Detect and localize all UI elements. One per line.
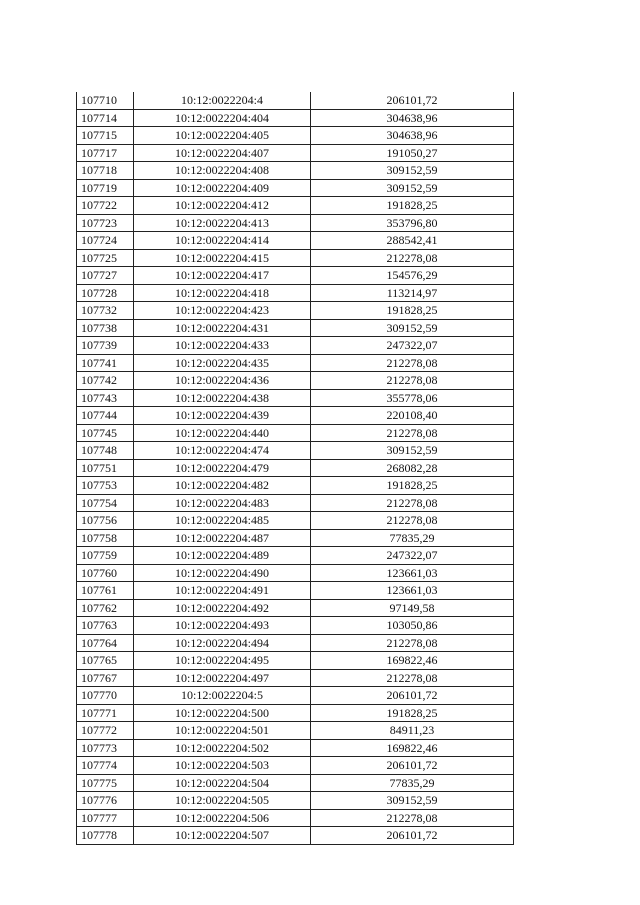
table-row [77,827,514,845]
table-row [77,179,514,197]
cadastral-code-cell: 10:12:0022204:5 [134,687,311,705]
amount-cell: 113214,97 [311,284,514,302]
table-row [77,197,514,215]
table-row [77,529,514,547]
amount-cell: 77835,29 [311,529,514,547]
amount-cell: 212278,08 [311,494,514,512]
row-id-cell: 107723 [77,214,134,232]
cadastral-code-cell: 10:12:0022204:407 [134,144,311,162]
table-row [77,687,514,705]
cadastral-code-cell: 10:12:0022204:431 [134,319,311,337]
row-id-cell: 107722 [77,197,134,215]
cadastral-code-cell: 10:12:0022204:493 [134,617,311,635]
amount-cell: 97149,58 [311,599,514,617]
row-id-cell: 107719 [77,179,134,197]
table-row [77,704,514,722]
row-id-cell: 107767 [77,669,134,687]
row-id-cell: 107765 [77,652,134,670]
cadastral-code-cell: 10:12:0022204:487 [134,529,311,547]
cadastral-code-cell: 10:12:0022204:497 [134,669,311,687]
amount-cell: 212278,08 [311,249,514,267]
row-id-cell: 107764 [77,634,134,652]
amount-cell: 353796,80 [311,214,514,232]
cadastral-code-cell: 10:12:0022204:408 [134,162,311,180]
row-id-cell: 107774 [77,757,134,775]
table-row [77,232,514,250]
table-row [77,634,514,652]
row-id-cell: 107770 [77,687,134,705]
row-id-cell: 107732 [77,302,134,320]
amount-cell: 206101,72 [311,92,514,109]
table-row [77,92,514,109]
amount-cell: 169822,46 [311,739,514,757]
table-row [77,354,514,372]
row-id-cell: 107741 [77,354,134,372]
cadastral-code-cell: 10:12:0022204:492 [134,599,311,617]
amount-cell: 77835,29 [311,774,514,792]
amount-cell: 268082,28 [311,459,514,477]
amount-cell: 154576,29 [311,267,514,285]
table-row [77,302,514,320]
row-id-cell: 107762 [77,599,134,617]
amount-cell: 123661,03 [311,582,514,600]
table-row [77,547,514,565]
row-id-cell: 107725 [77,249,134,267]
table-row [77,407,514,425]
amount-cell: 212278,08 [311,634,514,652]
amount-cell: 206101,72 [311,827,514,845]
amount-cell: 247322,07 [311,337,514,355]
cadastral-code-cell: 10:12:0022204:507 [134,827,311,845]
row-id-cell: 107776 [77,792,134,810]
cadastral-code-cell: 10:12:0022204:423 [134,302,311,320]
table-row [77,652,514,670]
table-row [77,214,514,232]
cadastral-code-cell: 10:12:0022204:479 [134,459,311,477]
cadastral-code-cell: 10:12:0022204:412 [134,197,311,215]
amount-cell: 191828,25 [311,704,514,722]
amount-cell: 191828,25 [311,197,514,215]
row-id-cell: 107775 [77,774,134,792]
cadastral-code-cell: 10:12:0022204:489 [134,547,311,565]
cadastral-code-cell: 10:12:0022204:409 [134,179,311,197]
row-id-cell: 107773 [77,739,134,757]
cadastral-code-cell: 10:12:0022204:414 [134,232,311,250]
cadastral-code-cell: 10:12:0022204:503 [134,757,311,775]
row-id-cell: 107758 [77,529,134,547]
row-id-cell: 107728 [77,284,134,302]
row-id-cell: 107742 [77,372,134,390]
table-row [77,162,514,180]
cadastral-code-cell: 10:12:0022204:4 [134,92,311,109]
row-id-cell: 107777 [77,809,134,827]
cadastral-code-cell: 10:12:0022204:490 [134,564,311,582]
cadastral-code-cell: 10:12:0022204:418 [134,284,311,302]
row-id-cell: 107763 [77,617,134,635]
cadastral-code-cell: 10:12:0022204:417 [134,267,311,285]
amount-cell: 212278,08 [311,354,514,372]
table-row [77,617,514,635]
cadastral-code-cell: 10:12:0022204:483 [134,494,311,512]
cadastral-code-cell: 10:12:0022204:505 [134,792,311,810]
table-row [77,459,514,477]
amount-cell: 103050,86 [311,617,514,635]
row-id-cell: 107717 [77,144,134,162]
table-row [77,774,514,792]
table-row [77,739,514,757]
row-id-cell: 107715 [77,127,134,145]
amount-cell: 212278,08 [311,669,514,687]
amount-cell: 309152,59 [311,179,514,197]
table-row [77,144,514,162]
table-row [77,512,514,530]
cadastral-code-cell: 10:12:0022204:413 [134,214,311,232]
amount-cell: 309152,59 [311,319,514,337]
amount-cell: 309152,59 [311,792,514,810]
amount-cell: 288542,41 [311,232,514,250]
row-id-cell: 107714 [77,109,134,127]
data-table [76,92,514,845]
row-id-cell: 107739 [77,337,134,355]
table-row [77,582,514,600]
row-id-cell: 107759 [77,547,134,565]
table-row [77,249,514,267]
table-row [77,599,514,617]
amount-cell: 169822,46 [311,652,514,670]
table-row [77,442,514,460]
row-id-cell: 107744 [77,407,134,425]
cadastral-code-cell: 10:12:0022204:506 [134,809,311,827]
table-row [77,389,514,407]
amount-cell: 84911,23 [311,722,514,740]
row-id-cell: 107753 [77,477,134,495]
row-id-cell: 107751 [77,459,134,477]
amount-cell: 247322,07 [311,547,514,565]
cadastral-code-cell: 10:12:0022204:435 [134,354,311,372]
table-row [77,757,514,775]
amount-cell: 191828,25 [311,302,514,320]
cadastral-code-cell: 10:12:0022204:474 [134,442,311,460]
amount-cell: 123661,03 [311,564,514,582]
table-row [77,494,514,512]
cadastral-code-cell: 10:12:0022204:439 [134,407,311,425]
amount-cell: 212278,08 [311,809,514,827]
table-row [77,109,514,127]
cadastral-code-cell: 10:12:0022204:405 [134,127,311,145]
table-row [77,792,514,810]
table-row [77,564,514,582]
cadastral-code-cell: 10:12:0022204:502 [134,739,311,757]
table-row [77,809,514,827]
cadastral-code-cell: 10:12:0022204:485 [134,512,311,530]
amount-cell: 309152,59 [311,442,514,460]
amount-cell: 191050,27 [311,144,514,162]
amount-cell: 304638,96 [311,127,514,145]
cadastral-code-cell: 10:12:0022204:440 [134,424,311,442]
cadastral-code-cell: 10:12:0022204:501 [134,722,311,740]
table-row [77,337,514,355]
table-row [77,267,514,285]
cadastral-code-cell: 10:12:0022204:415 [134,249,311,267]
row-id-cell: 107772 [77,722,134,740]
table-row [77,722,514,740]
amount-cell: 304638,96 [311,109,514,127]
cadastral-code-cell: 10:12:0022204:438 [134,389,311,407]
cadastral-code-cell: 10:12:0022204:404 [134,109,311,127]
amount-cell: 191828,25 [311,477,514,495]
cadastral-code-cell: 10:12:0022204:504 [134,774,311,792]
amount-cell: 355778,06 [311,389,514,407]
amount-cell: 220108,40 [311,407,514,425]
amount-cell: 212278,08 [311,424,514,442]
row-id-cell: 107724 [77,232,134,250]
row-id-cell: 107760 [77,564,134,582]
row-id-cell: 107743 [77,389,134,407]
row-id-cell: 107771 [77,704,134,722]
amount-cell: 309152,59 [311,162,514,180]
table-row [77,372,514,390]
row-id-cell: 107745 [77,424,134,442]
cadastral-code-cell: 10:12:0022204:482 [134,477,311,495]
row-id-cell: 107761 [77,582,134,600]
row-id-cell: 107738 [77,319,134,337]
table-row [77,284,514,302]
table-row [77,319,514,337]
cadastral-code-cell: 10:12:0022204:494 [134,634,311,652]
cadastral-code-cell: 10:12:0022204:491 [134,582,311,600]
amount-cell: 206101,72 [311,757,514,775]
cadastral-code-cell: 10:12:0022204:433 [134,337,311,355]
cadastral-code-cell: 10:12:0022204:495 [134,652,311,670]
cadastral-code-cell: 10:12:0022204:436 [134,372,311,390]
table-row [77,424,514,442]
table-row [77,669,514,687]
row-id-cell: 107727 [77,267,134,285]
amount-cell: 206101,72 [311,687,514,705]
row-id-cell: 107756 [77,512,134,530]
row-id-cell: 107748 [77,442,134,460]
table-row [77,127,514,145]
row-id-cell: 107778 [77,827,134,845]
amount-cell: 212278,08 [311,512,514,530]
table-row [77,477,514,495]
row-id-cell: 107754 [77,494,134,512]
row-id-cell: 107718 [77,162,134,180]
amount-cell: 212278,08 [311,372,514,390]
cadastral-code-cell: 10:12:0022204:500 [134,704,311,722]
row-id-cell: 107710 [77,92,134,109]
table-body [77,92,514,844]
